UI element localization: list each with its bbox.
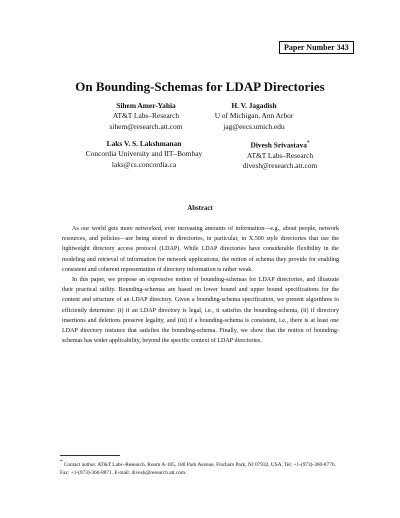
author-name: H. V. Jagadish bbox=[231, 101, 277, 110]
footnote-mark: * bbox=[306, 141, 310, 146]
author-block-lakshmanan bbox=[62, 139, 226, 170]
author-name: Divesh Srivastava* bbox=[250, 140, 310, 150]
author-block-amer-yahia bbox=[90, 101, 202, 132]
author-block-srivastava bbox=[224, 139, 336, 172]
author-affiliation: AT&T Labs–Research bbox=[246, 150, 314, 160]
author-name: Sihem Amer-Yahia bbox=[116, 101, 176, 110]
author-email: jag@eecs.umich.edu bbox=[223, 121, 285, 131]
abstract-paragraph-1: As our world gets more networked, ever increasing amounts of information—e.g., about people, network resources, and policies—are being stored in directories, in particular, in X.500 style directories that use the lightweight directory access protocol (LDAP). While LDAP directories have considerable flexibility in the modeling and retrieval of information for network applications, the notion of schema they provide for enabling consistent and coherent representation of directory information is rather weak. bbox=[62, 226, 339, 273]
author-email: divesh@research.att.com bbox=[242, 161, 318, 171]
footnote bbox=[60, 459, 344, 478]
abstract-heading: Abstract bbox=[187, 205, 213, 212]
footnote-divider bbox=[60, 455, 120, 456]
author-affiliation: U of Michigan, Ann Arbor bbox=[214, 111, 294, 121]
author-affiliation: AT&T Labs–Research bbox=[112, 111, 180, 121]
author-email: laks@cs.concordia.ca bbox=[111, 159, 177, 169]
author-name: Laks V. S. Lakshmanan bbox=[106, 139, 182, 148]
author-email: sihem@research.att.com bbox=[109, 121, 183, 131]
paper-number-box: Paper Number 343 bbox=[279, 41, 354, 54]
footnote-mark: * bbox=[60, 460, 63, 465]
footnote-text: Contact author. AT&T Labs–Research, Room A-105, 180 Park Avenue, Florham Park, NJ 07932, USA. Tel: +1-(973)-360-8776. Fax: +1-(973)-360-8871. E-mail: divesh@research.att.com. bbox=[60, 461, 336, 477]
author-affiliation: Concordia University and IIT–Bombay bbox=[85, 149, 203, 159]
abstract-body bbox=[62, 224, 339, 346]
paper-title: On Bounding-Schemas for LDAP Directories bbox=[75, 79, 325, 94]
abstract-paragraph-2: In this paper, we propose an expressive notion of bounding-schemas for LDAP directories, and illustrate their practical utility. Bounding-schemas are based on lower bound and upper bound specifications for the content and structure of an LDAP directory. Given a bounding-schema specification, we present algorithms to efficiently determine: (i) if an LDAP directory is legal, i.e., it satisfies the bounding-schema, (ii) if directory insertions and deletions preserve legality, and (iii) if a bounding-schema is consistent, i.e., there is at least one LDAP directory instance that satisfies the bounding-schema. Finally, we show that the notion of bounding-schemas has wider applicability, beyond the specific context of LDAP directories. bbox=[62, 277, 339, 345]
author-block-jagadish bbox=[198, 101, 310, 132]
